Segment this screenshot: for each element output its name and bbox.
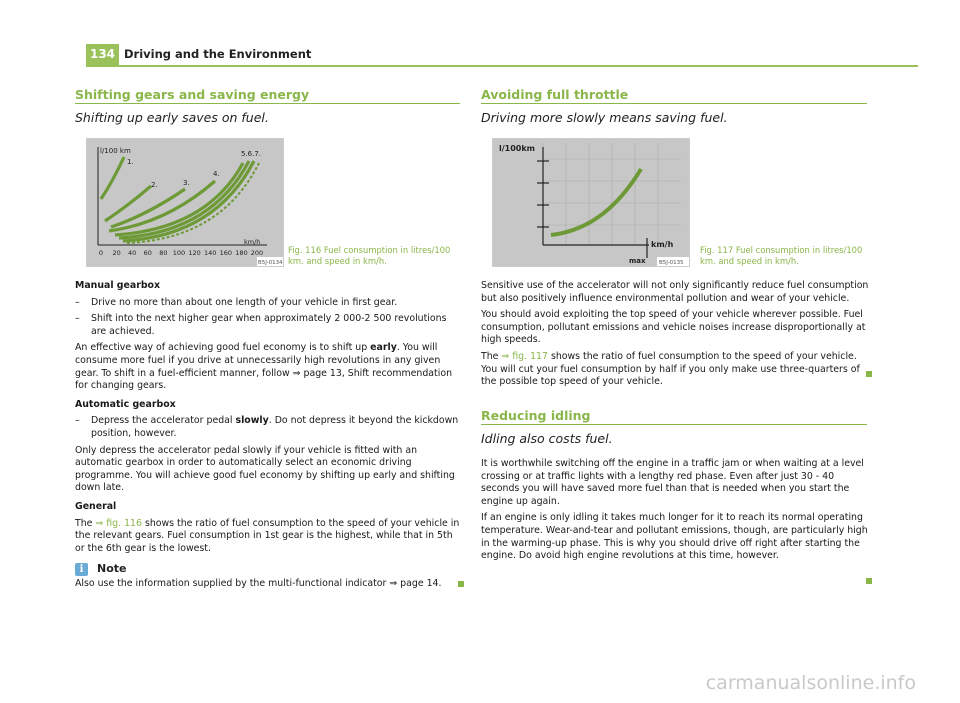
section-title-shifting: Shifting gears and saving energy: [75, 87, 310, 102]
note-icon: i: [75, 563, 88, 576]
header-rule: [86, 65, 918, 67]
fig116-x-tick-label: 0: [98, 249, 104, 257]
fig116-x-tick-label: 40: [128, 249, 137, 257]
fig116-code: B5J-0134: [258, 260, 283, 266]
fig117-ylabel: l/100km: [499, 144, 536, 153]
section-rule: [75, 103, 460, 104]
page-number: 134: [86, 44, 119, 65]
fig116-curve-label-3: 3.: [183, 179, 190, 187]
note-text: Also use the information supplied by the multi-functional indicator ⇒ page 14.: [75, 578, 442, 589]
figure-116-graphic: [87, 139, 283, 266]
fig116-curve-label-1: 1.: [127, 158, 134, 166]
end-mark: [458, 581, 464, 587]
fig116-x-tick-label: 60: [143, 249, 152, 257]
fig-117-link[interactable]: ⇒ fig. 117: [501, 350, 548, 362]
automatic-gearbox-heading: Automatic gearbox: [75, 398, 176, 410]
paragraph-top-speed: You should avoid exploiting the top speed of your vehicle wherever possible. Fuel consumption, pollutant emissions and vehicle noises increase disproportionally at high speeds.: [481, 309, 866, 346]
paragraph-automatic: Only depress the accelerator pedal slowly if your vehicle is fitted with an automatic gearbox in order to automatically select an economic driving programme. You will achieve good fuel economy by shifting up early and shifting down late.: [75, 444, 455, 494]
fig-116-link[interactable]: ⇒ fig. 116: [95, 517, 142, 529]
figure-117-graphic: [493, 139, 689, 266]
fig116-x-tick-label: 160: [219, 249, 233, 257]
paragraph-traffic-jam: It is worthwhile switching off the engine in a traffic jam or when waiting at a level crossing or at traffic lights with a lengthy red phase. Even after just 30 - 40 seconds you will have saved more fuel than that is needed when you start the engine up again.: [481, 458, 864, 507]
right-body-idling: [481, 458, 871, 567]
running-header-title: Driving and the Environment: [124, 47, 312, 61]
fig116-x-tick-label: 180: [235, 249, 248, 257]
fig116-ylabel: l/100 km: [100, 147, 131, 155]
fig116-curve-label-5-6-7: 5.6.7.: [241, 150, 262, 158]
figure-116: [86, 138, 284, 267]
subheading-shifting: Shifting up early saves on fuel.: [75, 110, 269, 125]
section-rule: [481, 103, 867, 104]
general-heading: General: [75, 500, 117, 512]
fig116-curve-label-2: 2.: [151, 181, 158, 189]
end-mark: [866, 578, 872, 584]
paragraph-early-shift: An effective way of achieving good fuel economy is to shift up early. You will consume more fuel if you drive at unnecessarily high revolutions in any given gear. To shift in a fuel-efficient manner, follow ⇒ page 13, Shift recommendation for changing gears.: [75, 342, 453, 392]
fig117-code: B5J-0135: [659, 260, 684, 266]
fig116-x-tick-label: 100: [172, 249, 186, 257]
note-title: Note: [97, 562, 127, 575]
fig116-x-tick-label: 20: [112, 249, 121, 257]
paragraph-fig-117: The ⇒ fig. 117 shows the ratio of fuel consumption to the speed of your vehicle. You will cut your fuel consumption by half if you only make use three-quarters of the possible top speed of your vehicle.: [481, 350, 860, 388]
paragraph-general: The ⇒ fig. 116 shows the ratio of fuel consumption to the speed of your vehicle in the relevant gears. Fuel consumption in 1st gear is the highest, while that in 5th or the 6th gear is the lowest.: [75, 517, 460, 554]
section-title-throttle: Avoiding full throttle: [481, 87, 629, 102]
subheading-idling: Idling also costs fuel.: [481, 431, 613, 446]
list-item: – Shift into the next higher gear when approximately 2 000-2 500 revolutions are achieved.: [75, 313, 447, 337]
paragraph-warm-up: If an engine is only idling it takes much longer for it to reach its normal operating temperature. Wear-and-tear and pollutant emissions, though, are particularly high in the warming-up phase. This is why you should drive off right after starting the engine. Do avoid high engine revolutions at this time, however.: [481, 512, 868, 562]
section-title-idling: Reducing idling: [481, 408, 591, 423]
subheading-throttle: Driving more slowly means saving fuel.: [481, 110, 728, 125]
fig116-x-tick-label: 140: [203, 249, 217, 257]
figure-117-caption: Fig. 117 Fuel consumption in litres/100 km. and speed in km/h.: [700, 245, 863, 266]
fig117-max-label: max: [629, 257, 646, 265]
watermark: carmanualsonline.info: [705, 672, 916, 694]
fig117-xlabel: km/h: [651, 240, 674, 249]
end-mark: [866, 371, 872, 377]
list-item: – Drive no more than about one length of your vehicle in first gear.: [75, 296, 398, 308]
figure-116-caption: Fig. 116 Fuel consumption in litres/100 km. and speed in km/h.: [288, 245, 451, 266]
right-body: [481, 280, 871, 393]
paragraph-sensitive-use: Sensitive use of the accelerator will not only significantly reduce fuel consumption but also positively influence environmental pollution and wear of your vehicle.: [481, 280, 869, 304]
fig116-x-tick-label: 200: [250, 249, 264, 257]
fig116-x-tick-label: 120: [188, 249, 201, 257]
figure-117: [492, 138, 690, 267]
fig116-xlabel: km/h: [244, 238, 261, 246]
left-body: [75, 280, 463, 559]
manual-gearbox-heading: Manual gearbox: [75, 280, 161, 291]
fig116-x-tick-label: 80: [159, 249, 168, 257]
section-rule: [481, 424, 867, 425]
list-item: – Depress the accelerator pedal slowly. Do not depress it beyond the kickdown position, however.: [75, 415, 459, 439]
fig116-curve-label-4: 4.: [213, 170, 220, 178]
